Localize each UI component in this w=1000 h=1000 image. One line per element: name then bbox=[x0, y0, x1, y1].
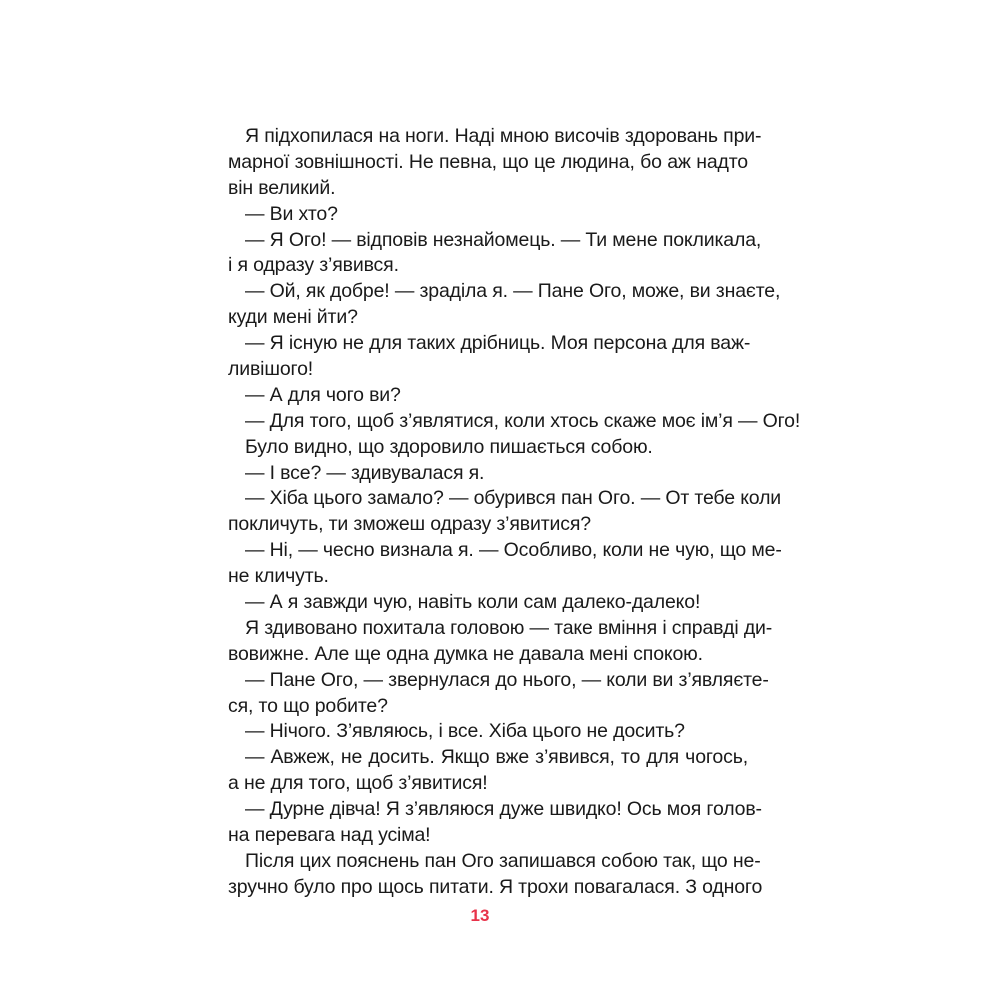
text-line: Після цих пояснень пан Ого запишався собою так, що не- bbox=[245, 849, 761, 872]
text-line: він великий. bbox=[228, 176, 336, 199]
text-line: — Я Ого! — відповів незнайомець. — Ти мене покликала, bbox=[245, 228, 762, 251]
text-line: — І все? — здивувалася я. bbox=[245, 461, 485, 484]
page-number: 13 bbox=[470, 906, 490, 925]
text-line: покличуть, ти зможеш одразу з’явитися? bbox=[228, 513, 591, 536]
text-line: — Нічого. З’являюсь, і все. Хіба цього не досить? bbox=[245, 720, 685, 743]
text-line: Я підхопилася на ноги. Наді мною височів здоровань при- bbox=[245, 125, 762, 147]
text-line: Я здивовано похитала головою — таке вміння і справді ди- bbox=[245, 616, 773, 639]
text-line: — Для того, щоб з’являтися, коли хтось скаже моє ім’я — Ого! bbox=[245, 409, 801, 432]
text-line: — Ви хто? bbox=[245, 202, 338, 225]
text-line: — А для чого ви? bbox=[245, 383, 401, 406]
text-line: Було видно, що здоровило пишається собою. bbox=[245, 435, 653, 458]
text-line: не кличуть. bbox=[228, 565, 329, 588]
text-line: — Пане Ого, — звернулася до нього, — коли ви з’являєте- bbox=[245, 668, 769, 691]
text-line: марної зовнішності. Не певна, що це людина, бо аж надто bbox=[228, 150, 748, 173]
text-line: — Ні, — чесно визнала я. — Особливо, коли не чую, що ме- bbox=[245, 539, 782, 562]
text-line: — Дурне дівча! Я з’являюся дуже швидко! Ось моя голов- bbox=[245, 798, 762, 821]
text-line: на перевага над усіма! bbox=[228, 824, 431, 847]
text-line: куди мені йти? bbox=[228, 306, 358, 329]
body-text bbox=[228, 124, 801, 901]
text-line: ливішого! bbox=[228, 358, 314, 381]
text-line: — Ой, як добре! — зраділа я. — Пане Ого, може, ви знаєте, bbox=[245, 280, 781, 303]
text-line: а не для того, щоб з’явитися! bbox=[228, 772, 488, 795]
text-line: і я одразу з’явився. bbox=[228, 254, 399, 277]
text-line: — Я існую не для таких дрібниць. Моя персона для важ- bbox=[245, 332, 751, 355]
text-line: — Авжеж, не досить. Якщо вже з’явився, то для чогось, bbox=[245, 746, 748, 769]
text-line: ся, то що робите? bbox=[228, 694, 388, 717]
text-line: — А я завжди чую, навіть коли сам далеко-далеко! bbox=[245, 591, 701, 614]
text-line: зручно було про щось питати. Я трохи повагалася. З одного bbox=[228, 875, 763, 898]
text-line: — Хіба цього замало? — обурився пан Ого. — От тебе коли bbox=[245, 487, 782, 510]
text-line: вовижне. Але ще одна думка не давала мені спокою. bbox=[228, 642, 703, 665]
